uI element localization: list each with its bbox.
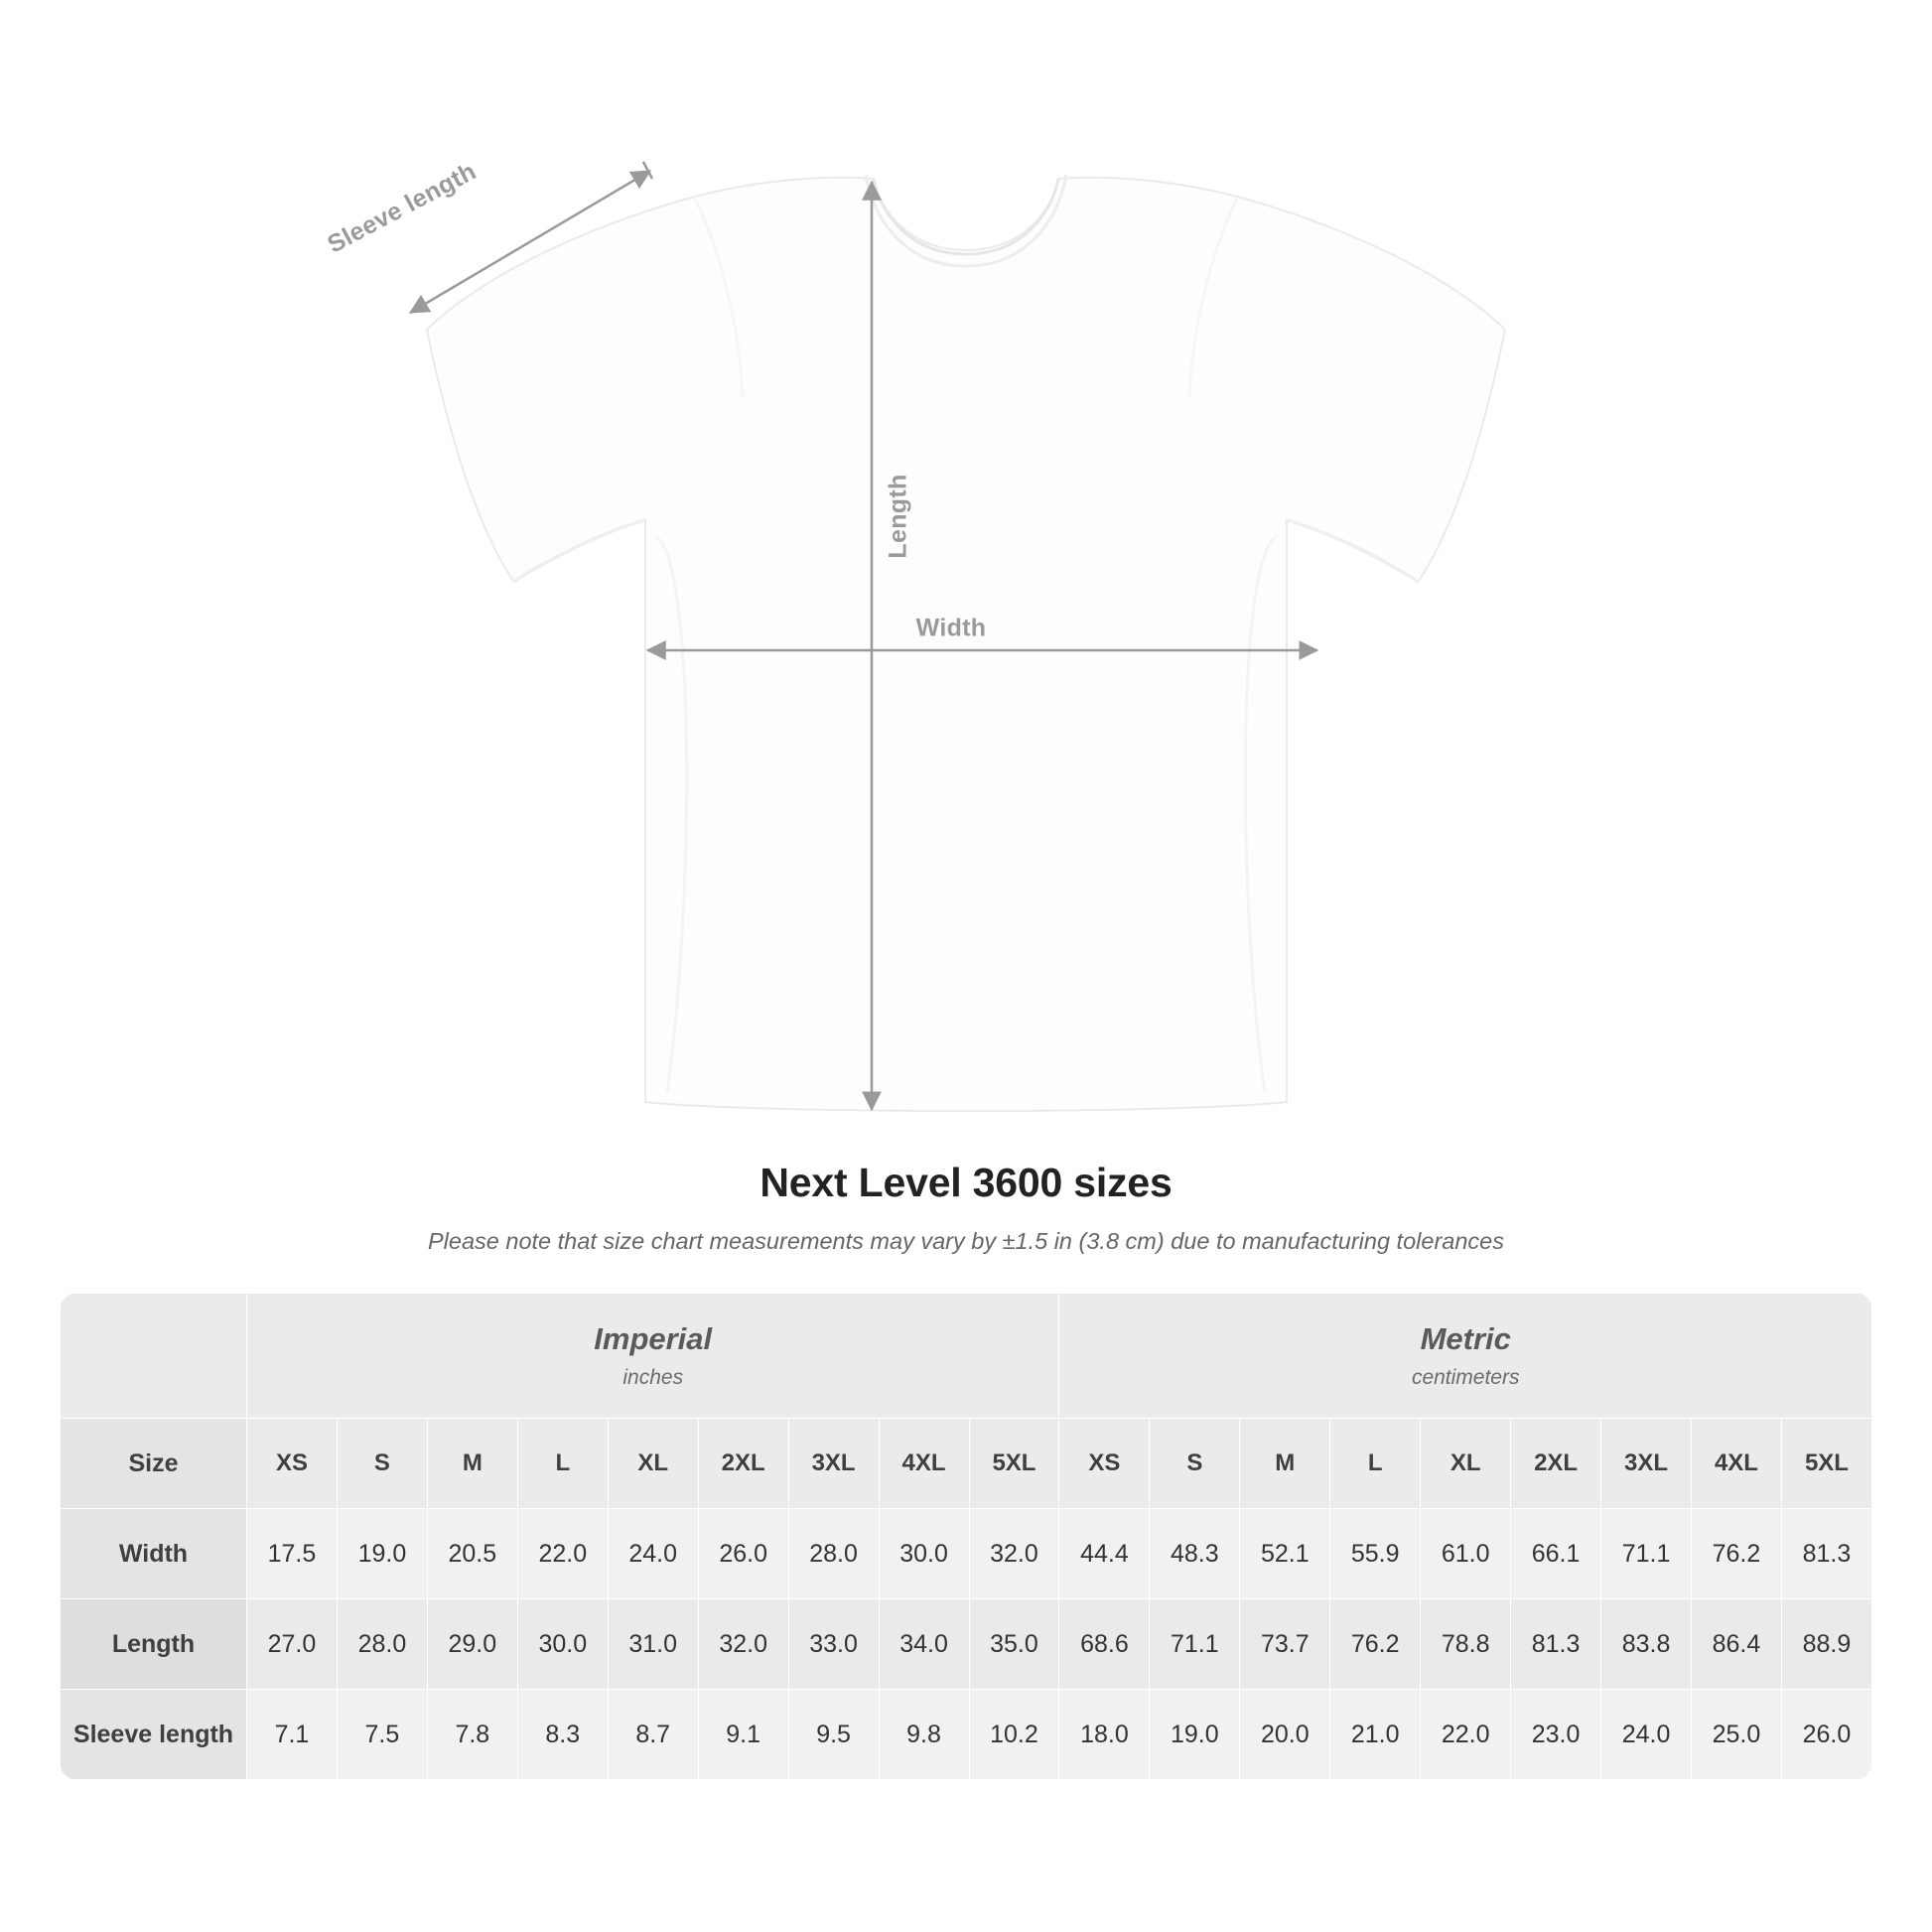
cell-width-imperial-xl: 24.0 [608,1509,698,1599]
cell-length-metric-5xl: 88.9 [1781,1599,1871,1690]
size-header-metric-xl: XL [1421,1419,1511,1509]
cell-sleeve-metric-xl: 22.0 [1421,1690,1511,1780]
cell-length-imperial-xl: 31.0 [608,1599,698,1690]
unit-header-row [61,1294,1872,1419]
cell-length-metric-xl: 78.8 [1421,1599,1511,1690]
cell-length-imperial-m: 29.0 [427,1599,517,1690]
cell-sleeve-imperial-3xl: 9.5 [788,1690,879,1780]
cell-length-metric-xs: 68.6 [1059,1599,1150,1690]
cell-width-imperial-m: 20.5 [427,1509,517,1599]
cell-width-imperial-4xl: 30.0 [879,1509,969,1599]
size-header-metric-m: M [1240,1419,1330,1509]
cell-sleeve-imperial-m: 7.8 [427,1690,517,1780]
size-header-metric-s: S [1150,1419,1240,1509]
cell-sleeve-metric-m: 20.0 [1240,1690,1330,1780]
cell-sleeve-metric-l: 21.0 [1330,1690,1421,1780]
cell-sleeve-imperial-4xl: 9.8 [879,1690,969,1780]
cell-length-metric-3xl: 83.8 [1601,1599,1692,1690]
cell-sleeve-metric-5xl: 26.0 [1781,1690,1871,1780]
cell-length-metric-4xl: 86.4 [1692,1599,1782,1690]
cell-width-metric-2xl: 66.1 [1511,1509,1601,1599]
tolerance-note: Please note that size chart measurements may vary by ±1.5 in (3.8 cm) due to manufacturing tolerances [428,1228,1504,1254]
cell-length-imperial-s: 28.0 [337,1599,427,1690]
cell-sleeve-imperial-xs: 7.1 [247,1690,338,1780]
cell-width-metric-xl: 61.0 [1421,1509,1511,1599]
unit-group-imperial [247,1294,1059,1419]
size-header-metric-5xl: 5XL [1781,1419,1871,1509]
cell-sleeve-metric-3xl: 24.0 [1601,1690,1692,1780]
cell-sleeve-metric-xs: 18.0 [1059,1690,1150,1780]
cell-length-imperial-5xl: 35.0 [969,1599,1059,1690]
size-header-imperial-m: M [427,1419,517,1509]
cell-sleeve-metric-4xl: 25.0 [1692,1690,1782,1780]
size-header-metric-4xl: 4XL [1692,1419,1782,1509]
cell-width-metric-m: 52.1 [1240,1509,1330,1599]
cell-width-metric-3xl: 71.1 [1601,1509,1692,1599]
cell-width-imperial-3xl: 28.0 [788,1509,879,1599]
size-header-metric-3xl: 3XL [1601,1419,1692,1509]
size-header-imperial-2xl: 2XL [698,1419,788,1509]
unit-group-imperial-name: Imperial [594,1321,713,1356]
cell-length-imperial-4xl: 34.0 [879,1599,969,1690]
cell-width-metric-xs: 44.4 [1059,1509,1150,1599]
cell-width-imperial-l: 22.0 [517,1509,608,1599]
row-label-sleeve-length: Sleeve length [61,1690,247,1780]
sleeve-length-label: Sleeve length [323,157,482,259]
cell-width-metric-l: 55.9 [1330,1509,1421,1599]
cell-length-imperial-l: 30.0 [517,1599,608,1690]
unit-group-metric [1059,1294,1872,1419]
size-header-imperial-4xl: 4XL [879,1419,969,1509]
cell-sleeve-metric-2xl: 23.0 [1511,1690,1601,1780]
cell-length-imperial-xs: 27.0 [247,1599,338,1690]
size-header-imperial-l: L [517,1419,608,1509]
size-column-label: Size [61,1419,247,1509]
cell-length-imperial-3xl: 33.0 [788,1599,879,1690]
size-table [60,1293,1872,1780]
table-row [61,1509,1872,1599]
row-label-width: Width [61,1509,247,1599]
size-header-imperial-xs: XS [247,1419,338,1509]
cell-width-metric-s: 48.3 [1150,1509,1240,1599]
size-header-row [61,1419,1872,1509]
table-corner-cell [61,1294,247,1419]
size-header-metric-2xl: 2XL [1511,1419,1601,1509]
cell-width-imperial-2xl: 26.0 [698,1509,788,1599]
cell-sleeve-imperial-5xl: 10.2 [969,1690,1059,1780]
size-table-wrapper [60,1293,1872,1780]
title-block [0,1160,1932,1255]
width-label: Width [915,614,987,642]
size-header-imperial-xl: XL [608,1419,698,1509]
cell-width-metric-4xl: 76.2 [1692,1509,1782,1599]
cell-length-metric-l: 76.2 [1330,1599,1421,1690]
cell-length-imperial-2xl: 32.0 [698,1599,788,1690]
cell-width-metric-5xl: 81.3 [1781,1509,1871,1599]
size-header-imperial-s: S [337,1419,427,1509]
size-header-imperial-3xl: 3XL [788,1419,879,1509]
row-label-length: Length [61,1599,247,1690]
cell-sleeve-imperial-l: 8.3 [517,1690,608,1780]
table-row [61,1690,1872,1780]
cell-width-imperial-xs: 17.5 [247,1509,338,1599]
cell-length-metric-s: 71.1 [1150,1599,1240,1690]
size-header-metric-xs: XS [1059,1419,1150,1509]
cell-sleeve-imperial-xl: 8.7 [608,1690,698,1780]
unit-group-imperial-sub: inches [622,1366,684,1389]
cell-width-imperial-5xl: 32.0 [969,1509,1059,1599]
cell-sleeve-imperial-2xl: 9.1 [698,1690,788,1780]
cell-sleeve-metric-s: 19.0 [1150,1690,1240,1780]
unit-group-metric-name: Metric [1420,1321,1511,1356]
size-header-imperial-5xl: 5XL [969,1419,1059,1509]
page-title: Next Level 3600 sizes [759,1160,1173,1205]
table-row [61,1599,1872,1690]
cell-length-metric-m: 73.7 [1240,1599,1330,1690]
unit-group-metric-sub: centimeters [1411,1366,1520,1389]
size-header-metric-l: L [1330,1419,1421,1509]
cell-sleeve-imperial-s: 7.5 [337,1690,427,1780]
sleeve-tick-top [643,162,652,179]
tshirt-shape [427,175,1505,1111]
cell-width-imperial-s: 19.0 [337,1509,427,1599]
cell-length-metric-2xl: 81.3 [1511,1599,1601,1690]
length-label: Length [884,474,912,559]
